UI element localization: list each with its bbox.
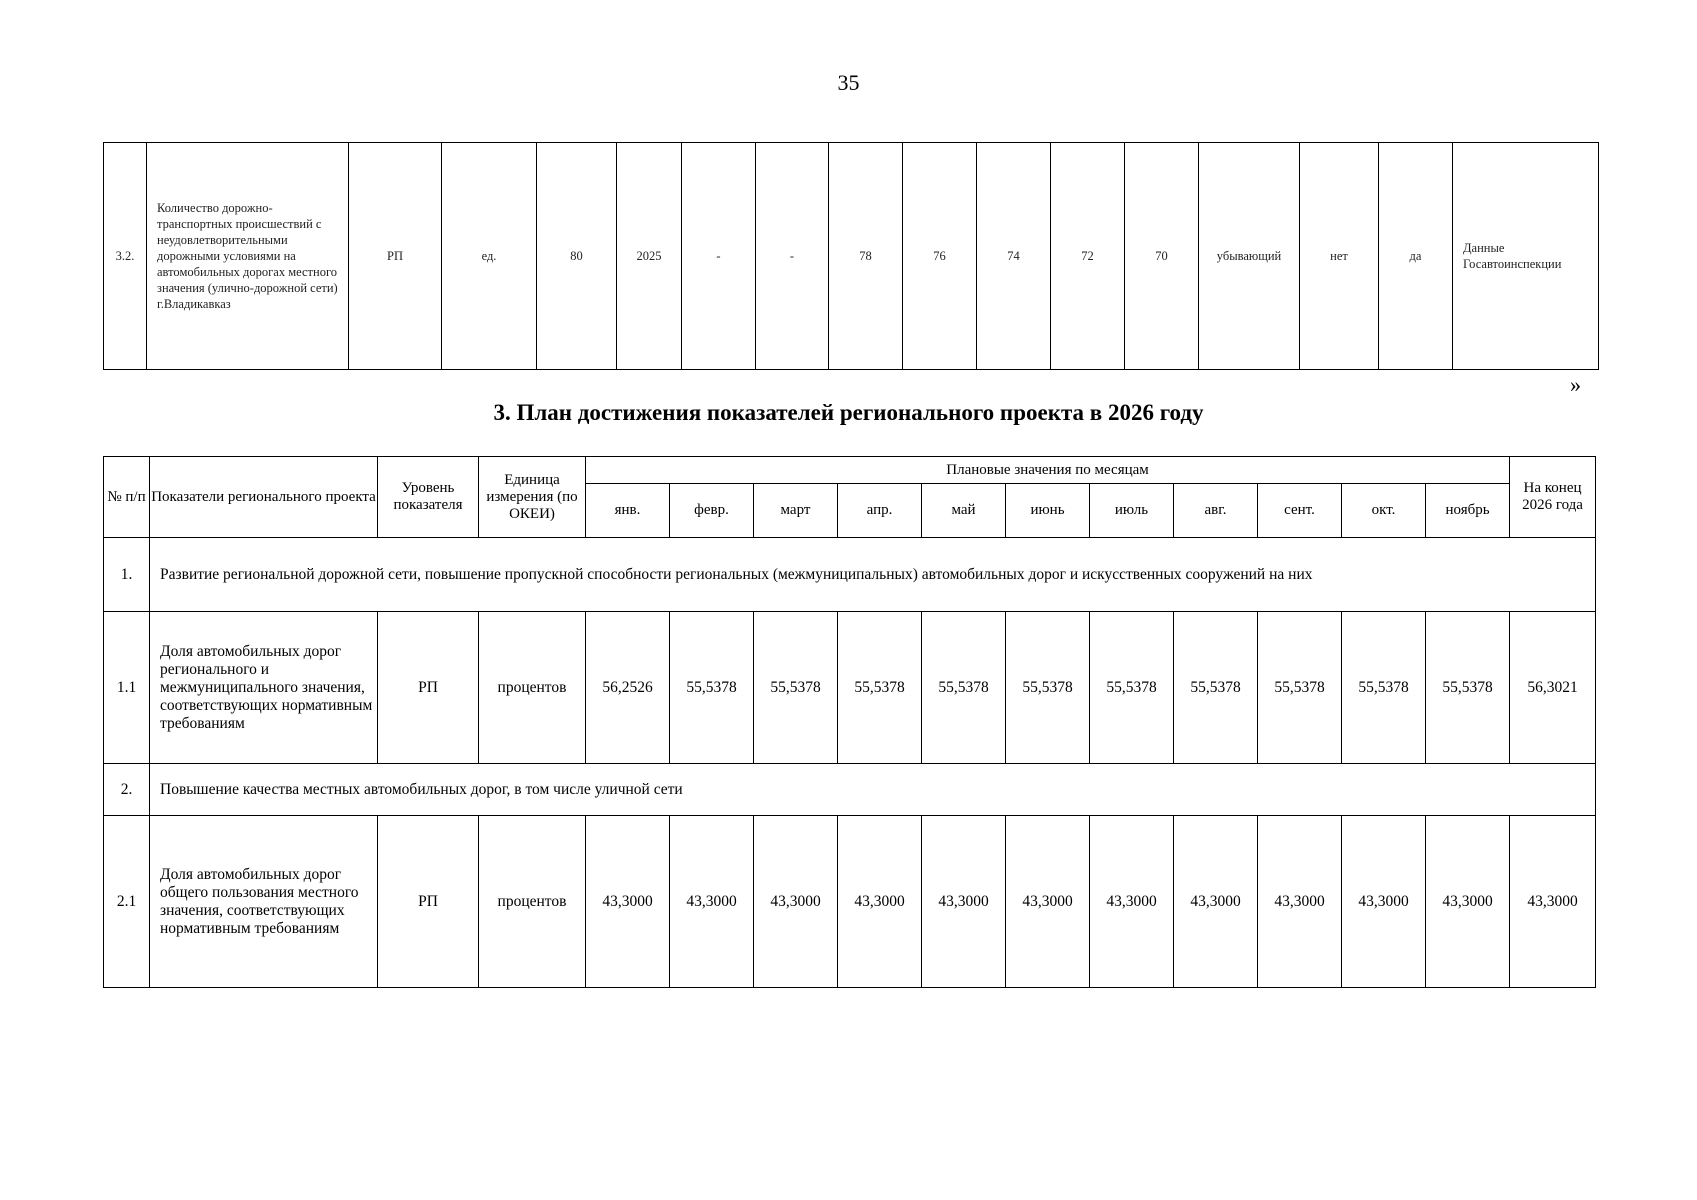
closing-quote: »	[1570, 372, 1581, 397]
value-cell: 70	[1125, 143, 1199, 370]
header-month: сент.	[1258, 484, 1342, 538]
section-title: 3. План достижения показателей регионального проекта в 2026 году	[493, 400, 1204, 425]
group-title: Развитие региональной дорожной сети, повышение пропускной способности региональных (межмуниципальных) автомобильных дорог и искусственных сооружений на них	[150, 538, 1596, 612]
header-month: июнь	[1006, 484, 1090, 538]
month-value: 43,3000	[754, 816, 838, 988]
month-value: 55,5378	[1174, 612, 1258, 764]
value-cell: 72	[1051, 143, 1125, 370]
table-row	[104, 612, 1596, 764]
month-value: 43,3000	[1258, 816, 1342, 988]
month-value: 56,2526	[586, 612, 670, 764]
month-value: 55,5378	[670, 612, 754, 764]
previous-table-fragment	[103, 142, 1599, 370]
indicator-level: РП	[378, 816, 479, 988]
value-cell: 78	[829, 143, 903, 370]
month-value: 43,3000	[670, 816, 754, 988]
base-value: 80	[537, 143, 617, 370]
month-value: 55,5378	[1342, 612, 1426, 764]
month-value: 43,3000	[586, 816, 670, 988]
end-value: 43,3000	[1510, 816, 1596, 988]
header-month: март	[754, 484, 838, 538]
header-month: июль	[1090, 484, 1174, 538]
end-value: 56,3021	[1510, 612, 1596, 764]
row-number: 2.1	[104, 816, 150, 988]
header-unit: Единица измерения (по ОКЕИ)	[479, 457, 586, 538]
flag-cell: да	[1379, 143, 1453, 370]
month-value: 43,3000	[922, 816, 1006, 988]
value-cell: 76	[903, 143, 977, 370]
month-value: 43,3000	[1090, 816, 1174, 988]
month-value: 55,5378	[1006, 612, 1090, 764]
data-source: Данные Госавтоинспекции	[1453, 143, 1599, 370]
indicator-name: Количество дорожно-транспортных происшествий с неудовлетворительными дорожными условиями на автомобильных дорогах местного значения (улично-дорожной сети) г.Владикавказ	[147, 143, 349, 370]
group-row	[104, 764, 1596, 816]
month-value: 55,5378	[838, 612, 922, 764]
unit: процентов	[479, 612, 586, 764]
header-month: окт.	[1342, 484, 1426, 538]
plan-table	[103, 456, 1596, 988]
header-indicator: Показатели регионального проекта	[150, 457, 378, 538]
header-month: февр.	[670, 484, 754, 538]
indicator-name: Доля автомобильных дорог регионального и межмуниципального значения, соответствующих нормативным требованиям	[150, 612, 378, 764]
header-month: апр.	[838, 484, 922, 538]
group-row	[104, 538, 1596, 612]
header-row	[104, 457, 1596, 484]
indicator-level: РП	[349, 143, 442, 370]
month-value: 55,5378	[1258, 612, 1342, 764]
group-number: 1.	[104, 538, 150, 612]
month-value: 43,3000	[838, 816, 922, 988]
indicator-name: Доля автомобильных дорог общего пользования местного значения, соответствующих нормативным требованиям	[150, 816, 378, 988]
value-cell: 74	[977, 143, 1051, 370]
base-year: 2025	[617, 143, 682, 370]
group-title: Повышение качества местных автомобильных дорог, в том числе уличной сети	[150, 764, 1596, 816]
month-value: 55,5378	[754, 612, 838, 764]
page-number: 35	[837, 70, 860, 95]
value-cell: -	[756, 143, 829, 370]
row-number: 1.1	[104, 612, 150, 764]
header-month: авг.	[1174, 484, 1258, 538]
month-value: 55,5378	[922, 612, 1006, 764]
value-cell: -	[682, 143, 756, 370]
month-value: 55,5378	[1426, 612, 1510, 764]
month-value: 43,3000	[1426, 816, 1510, 988]
month-value: 43,3000	[1174, 816, 1258, 988]
header-level: Уровень показателя	[378, 457, 479, 538]
group-number: 2.	[104, 764, 150, 816]
month-value: 43,3000	[1342, 816, 1426, 988]
header-month: янв.	[586, 484, 670, 538]
header-month: ноябрь	[1426, 484, 1510, 538]
header-num: № п/п	[104, 457, 150, 538]
table-row	[104, 816, 1596, 988]
header-end: На конец 2026 года	[1510, 457, 1596, 538]
row-number: 3.2.	[104, 143, 147, 370]
unit: процентов	[479, 816, 586, 988]
header-monthly: Плановые значения по месяцам	[586, 457, 1510, 484]
month-value: 43,3000	[1006, 816, 1090, 988]
indicator-level: РП	[378, 612, 479, 764]
table-row	[104, 143, 1599, 370]
month-value: 55,5378	[1090, 612, 1174, 764]
unit: ед.	[442, 143, 537, 370]
trend: убывающий	[1199, 143, 1300, 370]
header-month: май	[922, 484, 1006, 538]
flag-cell: нет	[1300, 143, 1379, 370]
